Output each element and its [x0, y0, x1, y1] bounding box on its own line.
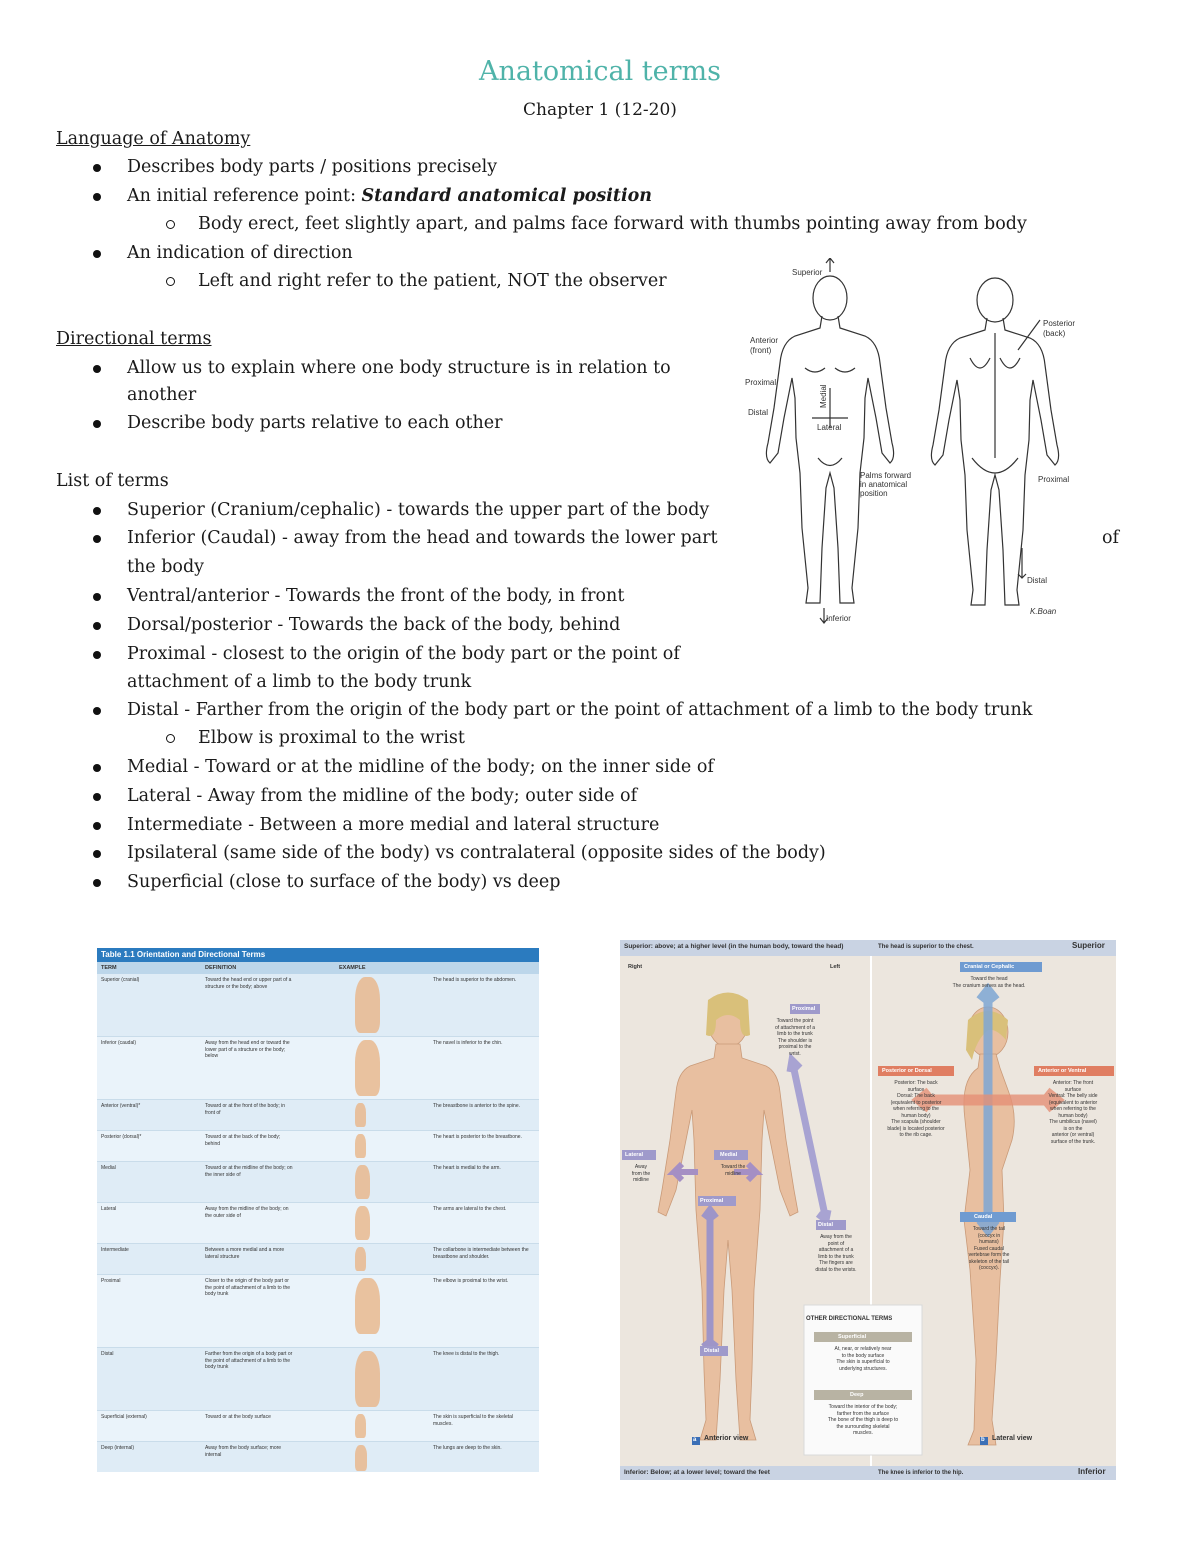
text-line: proximal to the: [778, 1044, 812, 1050]
page-title: Anatomical terms: [479, 56, 721, 87]
text-line: attachment of a: [818, 1247, 854, 1253]
table-cell-example: The navel is inferior to the chin.: [433, 1040, 503, 1046]
text-line: Posterior: The back: [894, 1080, 938, 1086]
back-body-outline: [931, 278, 1058, 605]
view-a-letter: a: [693, 1437, 697, 1443]
list-item: Distal - Farther from the origin of the body part or the point of attachment of a limb to the body trunk: [127, 700, 1033, 720]
table-row: [97, 1348, 539, 1411]
table-caption: Table 1.1 Orientation and Directional Terms: [97, 948, 539, 962]
list-item: [127, 182, 652, 211]
bullet-icon: [93, 850, 101, 858]
label-palms-2: in anatomical: [860, 480, 908, 489]
bullet-icon: [93, 193, 101, 201]
list-item: Dorsal/posterior - Towards the back of the body, behind: [127, 615, 621, 635]
text-line: to the body surface: [841, 1352, 885, 1359]
text-line: skeleton of the tail: [968, 1258, 1010, 1265]
list-item-text: An initial reference point:: [127, 186, 362, 206]
list-item: Superficial (close to surface of the body) vs deep: [127, 872, 561, 892]
text-line: limb to the trunk: [818, 1253, 854, 1260]
table-cell-term: Anterior (ventral)*: [101, 1103, 141, 1109]
text-line: wrist.: [789, 1050, 801, 1057]
table-row: [97, 1411, 539, 1442]
text-line: point of: [827, 1240, 845, 1247]
bullet-icon: [93, 250, 101, 258]
deep-title: Deep: [850, 1392, 864, 1398]
text-line: Toward the head: [970, 976, 1008, 982]
table-cell-example: The knee is distal to the thigh.: [433, 1351, 500, 1357]
posterior-description: [874, 1080, 958, 1139]
caudal-title: Caudal: [974, 1214, 993, 1220]
sub-list-item: Left and right refer to the patient, NOT the observer: [198, 271, 667, 291]
table-row: [97, 1100, 539, 1131]
bullet-icon: [93, 420, 101, 428]
text-line: midline: [633, 1177, 649, 1183]
front-body-outline: [766, 276, 893, 603]
label-front: (front): [750, 346, 772, 355]
list-item: Describes body parts / positions precisely: [127, 157, 498, 177]
table-cell-example: The elbow is proximal to the wrist.: [433, 1278, 509, 1284]
lateral-view-label: Lateral view: [992, 1435, 1033, 1442]
text-line: midline: [725, 1170, 741, 1177]
bullet-icon: [93, 365, 101, 373]
emphasis-text: Standard anatomical position: [361, 186, 653, 206]
text-line: limb to the trunk: [777, 1031, 813, 1037]
superficial-title: Superficial: [838, 1334, 867, 1340]
medial-title: Medial: [720, 1152, 738, 1158]
label-anterior: Anterior: [750, 336, 779, 345]
text-line: human body): [1058, 1112, 1088, 1119]
superior-example: The head is superior to the chest.: [878, 944, 974, 950]
table-header-row: [97, 962, 539, 974]
table-cell-definition: Toward the head end or upper part of a structure or the body; above: [205, 977, 292, 990]
text-line: of attachment of a: [774, 1024, 816, 1031]
label-inferior: Inferior: [826, 614, 851, 623]
text-line: Anterior: The front: [1052, 1080, 1094, 1086]
text-line: Away: [634, 1164, 648, 1170]
table-row: [97, 1037, 539, 1100]
superficial-description: [810, 1346, 916, 1372]
table-row: [97, 1275, 539, 1348]
body-sketch-icon: [355, 1103, 366, 1127]
distal-title: Distal: [818, 1222, 833, 1228]
table-header-term: TERM: [101, 965, 117, 971]
text-line: blade) is located posterior: [887, 1125, 945, 1132]
table-cell-definition: Toward or at the body surface: [205, 1414, 271, 1420]
text-line: Ventral: The belly side: [1048, 1093, 1098, 1099]
table-cell-term: Superior (cranial): [101, 977, 140, 983]
body-sketch-icon: [355, 1247, 366, 1271]
label-posterior: Posterior: [1043, 319, 1076, 328]
caudal-description: [956, 1226, 1022, 1272]
list-item: Proximal - closest to the origin of the body part or the point of: [127, 644, 680, 664]
text-line: farther from the surface: [837, 1410, 889, 1417]
distal-description: [806, 1234, 866, 1273]
text-line: The shoulder is: [777, 1037, 813, 1044]
table-row: [97, 1203, 539, 1244]
body-sketch-icon: [355, 1414, 366, 1438]
bullet-icon: [93, 879, 101, 887]
bullet-icon: [93, 164, 101, 172]
proximal-description: [760, 1018, 830, 1057]
list-item: Intermediate - Between a more medial and lateral structure: [127, 815, 660, 835]
text-line: Away from the: [820, 1234, 852, 1240]
inferior-label: Inferior: [1078, 1467, 1106, 1476]
bullet-icon: [93, 822, 101, 830]
text-line: The fingers are: [819, 1260, 853, 1266]
text-line: (coccyx in: [977, 1232, 1001, 1239]
text-line: Toward the interior of the body;: [828, 1404, 898, 1410]
text-line: distal to the wrists.: [815, 1266, 857, 1273]
table-cell-term: Superficial (external): [101, 1414, 147, 1420]
text-line: (equivalent to posterior: [890, 1099, 942, 1106]
label-superior: Superior: [792, 268, 823, 277]
view-b-letter: b: [981, 1437, 985, 1443]
table-cell-example: The heart is posterior to the breastbone.: [433, 1134, 522, 1140]
medial-description: [716, 1164, 750, 1177]
table-row: [97, 1442, 539, 1472]
table-cell-example: The heart is medial to the arm.: [433, 1165, 501, 1171]
list-item: Ipsilateral (same side of the body) vs contralateral (opposite sides of the body): [127, 843, 826, 863]
text-line: The skin is superficial to: [836, 1359, 890, 1365]
body-sketch-icon: [355, 1278, 380, 1334]
table-cell-example: The breastbone is anterior to the spine.: [433, 1103, 520, 1109]
body-line-drawing-figure: [740, 258, 1085, 628]
list-item-continued: another: [127, 385, 197, 405]
bullet-icon: [93, 507, 101, 515]
table-cell-example: The skin is superficial to the skeletal muscles.: [433, 1414, 514, 1427]
proximal-title: Proximal: [792, 1006, 816, 1012]
text-line: Dorsal: The back: [897, 1093, 935, 1099]
table-cell-term: Distal: [101, 1351, 114, 1357]
table-cell-term: Intermediate: [101, 1247, 129, 1253]
label-distal-left: Distal: [748, 408, 769, 417]
other-terms-title: OTHER DIRECTIONAL TERMS: [806, 1316, 893, 1322]
text-line: The bone of the thigh is deep to: [827, 1417, 899, 1423]
label-distal-right: Distal: [1027, 576, 1048, 585]
list-item: An indication of direction: [127, 243, 353, 263]
cranial-title: Cranial or Cephalic: [964, 964, 1015, 970]
table-cell-definition: Toward or at the back of the body; behind: [205, 1134, 281, 1147]
photo-directional-figure: [620, 940, 1116, 1480]
table-body: [97, 974, 539, 1472]
text-line: the surrounding skeletal: [836, 1423, 890, 1430]
table-cell-definition: Farther from the origin of a body part or the point of attachment of a limb to the body trunk: [205, 1351, 293, 1370]
anterior-description: [1030, 1080, 1116, 1145]
sub-bullet-icon: [166, 734, 175, 743]
text-line: anterior (or ventral): [1051, 1132, 1095, 1138]
sub-list-item: Elbow is proximal to the wrist: [198, 728, 465, 748]
text-line: surface: [1064, 1086, 1082, 1093]
table-row: [97, 1162, 539, 1203]
text-line: vertebrae form the: [968, 1252, 1010, 1258]
deep-description: [810, 1404, 916, 1437]
table-cell-definition: Away from the head end or toward the lower part of a structure or the body; below: [205, 1040, 290, 1059]
text-line: Fused caudal: [973, 1245, 1005, 1252]
list-item: Ventral/anterior - Towards the front of the body, in front: [127, 586, 625, 606]
superior-arrow-icon: [826, 258, 834, 272]
table-cell-definition: Toward or at the front of the body; in front of: [205, 1103, 286, 1116]
list-item: Allow us to explain where one body structure is in relation to: [127, 358, 671, 378]
posterior-title: Posterior or Dorsal: [882, 1068, 932, 1074]
list-item: Medial - Toward or at the midline of the body; on the inner side of: [127, 757, 714, 777]
inferior-definition: Inferior: Below; at a lower level; toward the feet: [624, 1469, 770, 1476]
superior-label: Superior: [1072, 941, 1105, 950]
cranial-description: [934, 976, 1044, 989]
lateral-description: [624, 1164, 658, 1184]
table-cell-example: The head is superior to the abdomen.: [433, 977, 517, 983]
table-cell-example: The arms are lateral to the chest.: [433, 1206, 507, 1212]
table-cell-definition: Away from the body surface; more internal: [205, 1445, 282, 1458]
label-palms-1: Palms forward: [860, 471, 912, 480]
text-line: is on the: [1063, 1125, 1083, 1132]
table-cell-example: The lungs are deep to the skin.: [433, 1445, 502, 1451]
bullet-icon: [93, 764, 101, 772]
body-sketch-icon: [355, 1040, 380, 1096]
table-cell-example: The collarbone is intermediate between the breastbone and shoulder.: [433, 1247, 529, 1260]
table-cell-term: Lateral: [101, 1206, 117, 1212]
text-line: humans): [979, 1239, 999, 1245]
text-line: human body): [901, 1112, 931, 1119]
table-cell-term: Inferior (caudal): [101, 1040, 137, 1046]
body-sketch-icon: [355, 1351, 380, 1407]
label-proximal-left: Proximal: [745, 378, 777, 387]
text-line: The umbilicus (navel): [1049, 1119, 1097, 1125]
body-sketch-icon: [355, 1445, 367, 1471]
text-line: surface: [907, 1086, 925, 1093]
inferior-example: The knee is inferior to the hip.: [878, 1470, 964, 1476]
text-line: from the: [631, 1170, 651, 1177]
list-item: Describe body parts relative to each other: [127, 413, 503, 433]
bullet-icon: [93, 793, 101, 801]
text-line: to the rib cage.: [899, 1132, 933, 1138]
chapter-subtitle: Chapter 1 (12-20): [523, 100, 677, 120]
label-palms-3: position: [860, 489, 888, 498]
text-line: The scapula (shoulder: [891, 1119, 941, 1125]
table-row: [97, 1131, 539, 1162]
text-line: muscles.: [853, 1430, 873, 1436]
text-line: At, near, or relatively near: [834, 1346, 892, 1352]
body-sketch-icon: [355, 1165, 370, 1199]
list-item-continued: attachment of a limb to the body trunk: [127, 672, 472, 692]
table-row: [97, 974, 539, 1037]
sub-bullet-icon: [166, 220, 175, 229]
table-header-definition: DEFINITION: [205, 965, 237, 971]
text-line: underlying structures.: [839, 1365, 887, 1372]
text-line: when referring to the: [1050, 1106, 1096, 1112]
table-cell-definition: Away from the midline of the body; on the outer side of: [205, 1206, 289, 1219]
table-cell-term: Deep (internal): [101, 1445, 135, 1451]
bullet-icon: [93, 535, 101, 543]
label-lateral: Lateral: [817, 423, 842, 432]
anterior-title: Anterior or Ventral: [1038, 1068, 1087, 1074]
body-sketch-icon: [355, 1134, 366, 1158]
label-medial: Medial: [819, 384, 828, 408]
text-line: when referring to the: [893, 1106, 939, 1112]
label-back: (back): [1043, 329, 1066, 338]
sub-bullet-icon: [166, 277, 175, 286]
text-line: The cranium serves as the head.: [952, 982, 1026, 989]
table-row: [97, 1244, 539, 1275]
distal-lower-title: Distal: [704, 1348, 719, 1354]
sub-list-item: Body erect, feet slightly apart, and palms face forward with thumbs pointing away from body: [198, 214, 1027, 234]
right-label: Right: [628, 964, 643, 970]
proximal-lower-title: Proximal: [700, 1198, 724, 1204]
list-item: Inferior (Caudal) - away from the head and towards the lower part: [127, 528, 718, 548]
table-cell-term: Medial: [101, 1165, 116, 1171]
table-cell-term: Posterior (dorsal)*: [101, 1134, 142, 1140]
table-header-example: EXAMPLE: [339, 965, 366, 971]
bullet-icon: [93, 651, 101, 659]
body-sketch-icon: [355, 977, 380, 1033]
text-line: (coccyx).: [979, 1265, 999, 1271]
orientation-table-figure: [97, 948, 539, 1472]
table-cell-definition: Between a more medial and a more lateral structure: [205, 1247, 285, 1260]
bullet-icon: [93, 593, 101, 601]
table-cell-definition: Closer to the origin of the body part or the point of attachment of a limb to the body trunk: [205, 1278, 291, 1297]
lateral-title: Lateral: [625, 1152, 644, 1158]
artist-signature: K.Boan: [1030, 607, 1057, 616]
body-sketch-icon: [355, 1206, 370, 1240]
anterior-view-label: Anterior view: [704, 1435, 749, 1442]
section-heading-directional: Directional terms: [56, 329, 212, 349]
text-line: surface of the trunk.: [1050, 1138, 1096, 1145]
text-line: Toward the tail: [972, 1226, 1006, 1232]
list-item: Superior (Cranium/cephalic) - towards the upper part of the body: [127, 500, 710, 520]
superior-definition: Superior: above; at a higher level (in the human body, toward the head): [624, 943, 844, 950]
text-line: Toward the: [720, 1164, 746, 1170]
text-line: Toward the point: [776, 1018, 814, 1024]
list-item-continued: the body: [127, 557, 205, 577]
table-cell-term: Proximal: [101, 1278, 121, 1284]
list-item-trailing-word: of: [1102, 528, 1120, 548]
text-line: (equivalent to anterior: [1048, 1099, 1098, 1106]
bullet-icon: [93, 622, 101, 630]
label-proximal-right: Proximal: [1038, 475, 1070, 484]
bullet-icon: [93, 707, 101, 715]
table-cell-definition: Toward or at the midline of the body; on the inner side of: [205, 1165, 293, 1178]
list-item: Lateral - Away from the midline of the body; outer side of: [127, 786, 638, 806]
section-heading-list: List of terms: [56, 471, 169, 491]
left-label: Left: [830, 964, 841, 970]
section-heading-language: Language of Anatomy: [56, 129, 251, 149]
